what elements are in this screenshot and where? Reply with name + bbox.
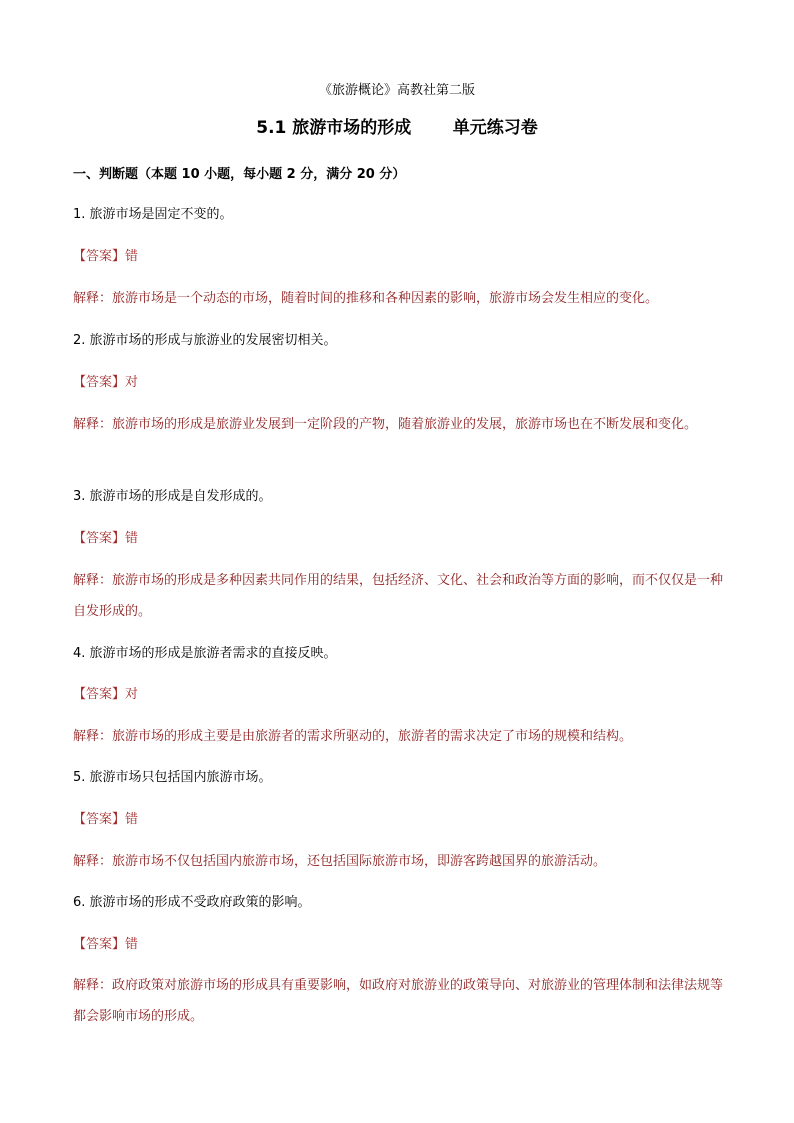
question-text: 4. 旅游市场的形成是旅游者需求的直接反映。 [73, 646, 337, 661]
explanation-text: 解释：旅游市场不仅包括国内旅游市场，还包括国际旅游市场，即游客跨越国界的旅游活动。 [73, 854, 607, 869]
book-subtitle: 《旅游概论》高教社第二版 [318, 83, 475, 98]
question-text: 5. 旅游市场只包括国内旅游市场。 [73, 770, 272, 785]
question-text: 6. 旅游市场的形成不受政府政策的影响。 [73, 895, 311, 910]
question-text: 1. 旅游市场是固定不变的。 [73, 207, 233, 222]
section-heading: 一、判断题（本题 10 小题，每小题 2 分，满分 20 分） [73, 167, 406, 182]
question-text: 2. 旅游市场的形成与旅游业的发展密切相关。 [73, 333, 337, 348]
answer-text: 【答案】对 [73, 375, 139, 390]
explanation-text: 解释：旅游市场的形成是旅游业发展到一定阶段的产物，随着旅游业的发展，旅游市场也在不断发展和变化。 [73, 417, 698, 432]
question-text: 3. 旅游市场的形成是自发形成的。 [73, 489, 272, 504]
answer-text: 【答案】错 [73, 937, 139, 952]
explanation-text: 解释：政府政策对旅游市场的形成具有重要影响，如政府对旅游业的政策导向、对旅游业的管理体制和法律法规等都会影响市场的形成。 [73, 978, 724, 1024]
page-title: 5.1 旅游市场的形成 单元练习卷 [256, 118, 538, 138]
answer-text: 【答案】对 [73, 687, 139, 702]
answer-text: 【答案】错 [73, 531, 139, 546]
answer-text: 【答案】错 [73, 812, 139, 827]
answer-text: 【答案】错 [73, 249, 139, 264]
explanation-text: 解释：旅游市场的形成主要是由旅游者的需求所驱动的，旅游者的需求决定了市场的规模和结构。 [73, 729, 633, 744]
explanation-text: 解释：旅游市场是一个动态的市场，随着时间的推移和各种因素的影响，旅游市场会发生相应的变化。 [73, 291, 659, 306]
explanation-text: 解释：旅游市场的形成是多种因素共同作用的结果，包括经济、文化、社会和政治等方面的影响，而不仅仅是一种自发形成的。 [73, 573, 724, 619]
